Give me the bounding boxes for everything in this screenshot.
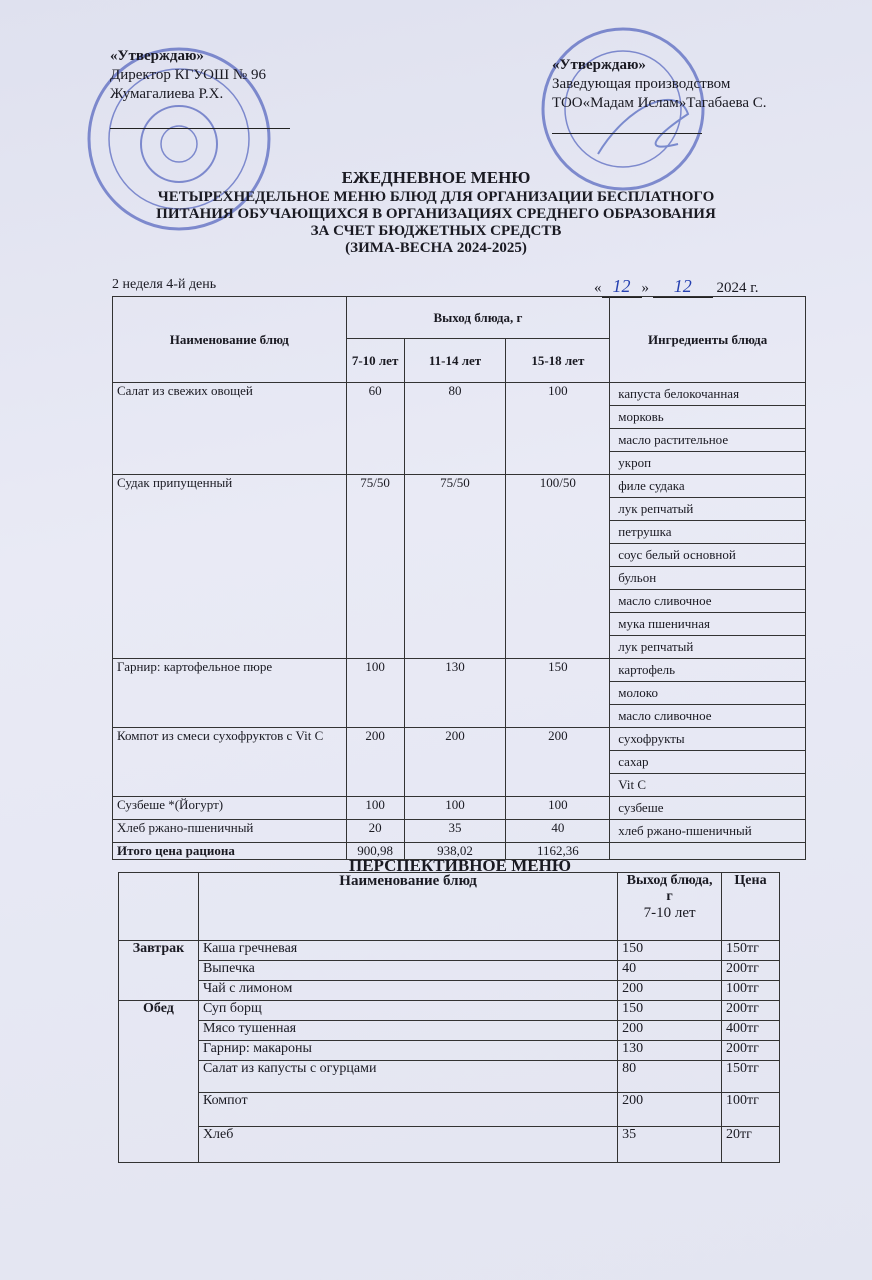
- item-output: 40: [618, 961, 722, 981]
- item-name: Каша гречневая: [198, 941, 617, 961]
- daily-menu-table: [112, 296, 806, 860]
- table-row: [119, 1093, 780, 1127]
- item-price: 200тг: [722, 1041, 780, 1061]
- table-row: [119, 961, 780, 981]
- dish-output: 100: [346, 659, 404, 728]
- table-row: [113, 728, 806, 751]
- ingredient: масло растительное: [610, 429, 806, 452]
- item-output: 150: [618, 1001, 722, 1021]
- total-label: Итого цена рациона: [113, 843, 347, 860]
- table-row: [119, 1001, 780, 1021]
- ingredient: картофель: [610, 659, 806, 682]
- dish-output: 60: [346, 383, 404, 475]
- item-name: Мясо тушенная: [198, 1021, 617, 1041]
- dish-name: Сузбеше *(Йогурт): [113, 797, 347, 820]
- approval-person: ТОО«Мадам Ислам»Тагабаева С.: [552, 95, 767, 111]
- item-output: 150: [618, 941, 722, 961]
- item-output: 200: [618, 981, 722, 1001]
- item-price: 150тг: [722, 1061, 780, 1093]
- subtitle-line: ЗА СЧЕТ БЮДЖЕТНЫХ СРЕДСТВ: [310, 223, 562, 239]
- table-row: [113, 797, 806, 820]
- ingredient: молоко: [610, 682, 806, 705]
- dish-output: 35: [404, 820, 506, 843]
- ingredient: хлеб ржано-пшеничный: [610, 820, 806, 843]
- date-quote: «: [594, 280, 602, 296]
- item-name: Чай с лимоном: [198, 981, 617, 1001]
- ingredient: петрушка: [610, 521, 806, 544]
- ingredient: капуста белокочанная: [610, 383, 806, 406]
- dish-output: 130: [404, 659, 506, 728]
- table-row: [113, 383, 806, 406]
- ingredient: морковь: [610, 406, 806, 429]
- item-price: 400тг: [722, 1021, 780, 1041]
- perspective-menu-table: [118, 872, 780, 1163]
- dish-output: 100: [404, 797, 506, 820]
- page-title: ЕЖЕДНЕВНОЕ МЕНЮ: [341, 168, 531, 187]
- item-price: 150тг: [722, 941, 780, 961]
- item-name: Выпечка: [198, 961, 617, 981]
- dish-output: 200: [506, 728, 610, 797]
- dish-output: 100: [506, 383, 610, 475]
- table-row: [119, 1041, 780, 1061]
- item-name: Суп борщ: [198, 1001, 617, 1021]
- header-output: Выход блюда, г: [346, 297, 610, 339]
- subtitle-line: ЧЕТЫРЕХНЕДЕЛЬНОЕ МЕНЮ БЛЮД ДЛЯ ОРГАНИЗАЦИИ БЕСПЛАТНОГО: [157, 189, 715, 205]
- header-name: Наименование блюд: [113, 297, 347, 383]
- header-ingredients: Ингредиенты блюда: [610, 297, 806, 383]
- approval-right: [552, 56, 822, 134]
- table-row: [113, 659, 806, 682]
- item-output: 130: [618, 1041, 722, 1061]
- dish-output: 200: [404, 728, 506, 797]
- header-price: Цена: [722, 873, 780, 941]
- header-output: Выход блюда, г: [626, 873, 713, 904]
- perspective-title: ПЕРСПЕКТИВНОЕ МЕНЮ: [348, 856, 571, 875]
- ingredient: филе судака: [610, 475, 806, 498]
- dish-output: 75/50: [346, 475, 404, 659]
- ingredient: сахар: [610, 751, 806, 774]
- ingredient: укроп: [610, 452, 806, 475]
- dish-name: Компот из смеси сухофруктов с Vit C: [113, 728, 347, 797]
- table-row: [119, 1127, 780, 1163]
- dish-output: 100: [346, 797, 404, 820]
- approval-position: Заведующая производством: [552, 76, 731, 92]
- dish-output: 100/50: [506, 475, 610, 659]
- ingredient: бульон: [610, 567, 806, 590]
- signature-line: [552, 113, 702, 134]
- item-price: 20тг: [722, 1127, 780, 1163]
- ingredient: сузбеше: [610, 797, 806, 820]
- dish-output: 200: [346, 728, 404, 797]
- item-price: 200тг: [722, 961, 780, 981]
- dish-output: 20: [346, 820, 404, 843]
- item-output: 80: [618, 1061, 722, 1093]
- table-row: [113, 820, 806, 843]
- date-year: 2024 г.: [716, 280, 759, 296]
- ingredient: соус белый основной: [610, 544, 806, 567]
- dish-name: Салат из свежих овощей: [113, 383, 347, 475]
- item-price: 200тг: [722, 1001, 780, 1021]
- dish-name: Хлеб ржано-пшеничный: [113, 820, 347, 843]
- approval-heading: «Утверждаю»: [552, 57, 646, 73]
- item-name: Хлеб: [198, 1127, 617, 1163]
- date-quote: »: [641, 280, 649, 296]
- item-price: 100тг: [722, 981, 780, 1001]
- dish-output: 150: [506, 659, 610, 728]
- item-name: Гарнир: макароны: [198, 1041, 617, 1061]
- meal-label: Обед: [119, 1001, 199, 1163]
- header-age: 7-10 лет: [643, 905, 696, 921]
- header-name: Наименование блюд: [198, 873, 617, 941]
- ingredient: масло сливочное: [610, 590, 806, 613]
- date-day: 12: [602, 276, 642, 298]
- dish-name: Гарнир: картофельное пюре: [113, 659, 347, 728]
- subtitle-line: ПИТАНИЯ ОБУЧАЮЩИХСЯ В ОРГАНИЗАЦИЯХ СРЕДНЕГО ОБРАЗОВАНИЯ: [156, 206, 716, 222]
- subtitle-line: (ЗИМА-ВЕСНА 2024-2025): [345, 240, 527, 256]
- item-name: Компот: [198, 1093, 617, 1127]
- table-row: [119, 1061, 780, 1093]
- ingredient: Vit C: [610, 774, 806, 797]
- header-age: 15-18 лет: [506, 339, 610, 383]
- table-row: [119, 941, 780, 961]
- meal-label: Завтрак: [119, 941, 199, 1001]
- table-row: [119, 1021, 780, 1041]
- signature-line: [110, 104, 290, 129]
- total-value: 900,98: [346, 843, 404, 860]
- ingredient: сухофрукты: [610, 728, 806, 751]
- item-output: 200: [618, 1021, 722, 1041]
- table-row: [113, 475, 806, 498]
- page-subtitle: [0, 189, 872, 257]
- dish-output: 100: [506, 797, 610, 820]
- approval-person: Жумагалиева Р.Х.: [110, 86, 224, 102]
- total-value: 1162,36: [506, 843, 610, 860]
- ingredient: мука пшеничная: [610, 613, 806, 636]
- approval-heading: «Утверждаю»: [110, 48, 204, 64]
- table-row: [119, 981, 780, 1001]
- ingredient: масло сливочное: [610, 705, 806, 728]
- dish-output: 40: [506, 820, 610, 843]
- approval-position: Директор КГУОШ № 96: [110, 67, 266, 83]
- dish-output: 75/50: [404, 475, 506, 659]
- approval-left: [110, 47, 300, 129]
- dish-output: 80: [404, 383, 506, 475]
- ingredient: лук репчатый: [610, 636, 806, 659]
- total-value: 938,02: [404, 843, 506, 860]
- date-month: 12: [653, 276, 713, 298]
- week-day: 2 неделя 4-й день: [112, 277, 217, 292]
- item-output: 35: [618, 1127, 722, 1163]
- item-price: 100тг: [722, 1093, 780, 1127]
- header-meal: [119, 873, 199, 941]
- ingredient: лук репчатый: [610, 498, 806, 521]
- header-age: 11-14 лет: [404, 339, 506, 383]
- header-age: 7-10 лет: [346, 339, 404, 383]
- item-name: Салат из капусты с огурцами: [198, 1061, 617, 1093]
- date: [594, 276, 758, 298]
- item-output: 200: [618, 1093, 722, 1127]
- dish-name: Судак припущенный: [113, 475, 347, 659]
